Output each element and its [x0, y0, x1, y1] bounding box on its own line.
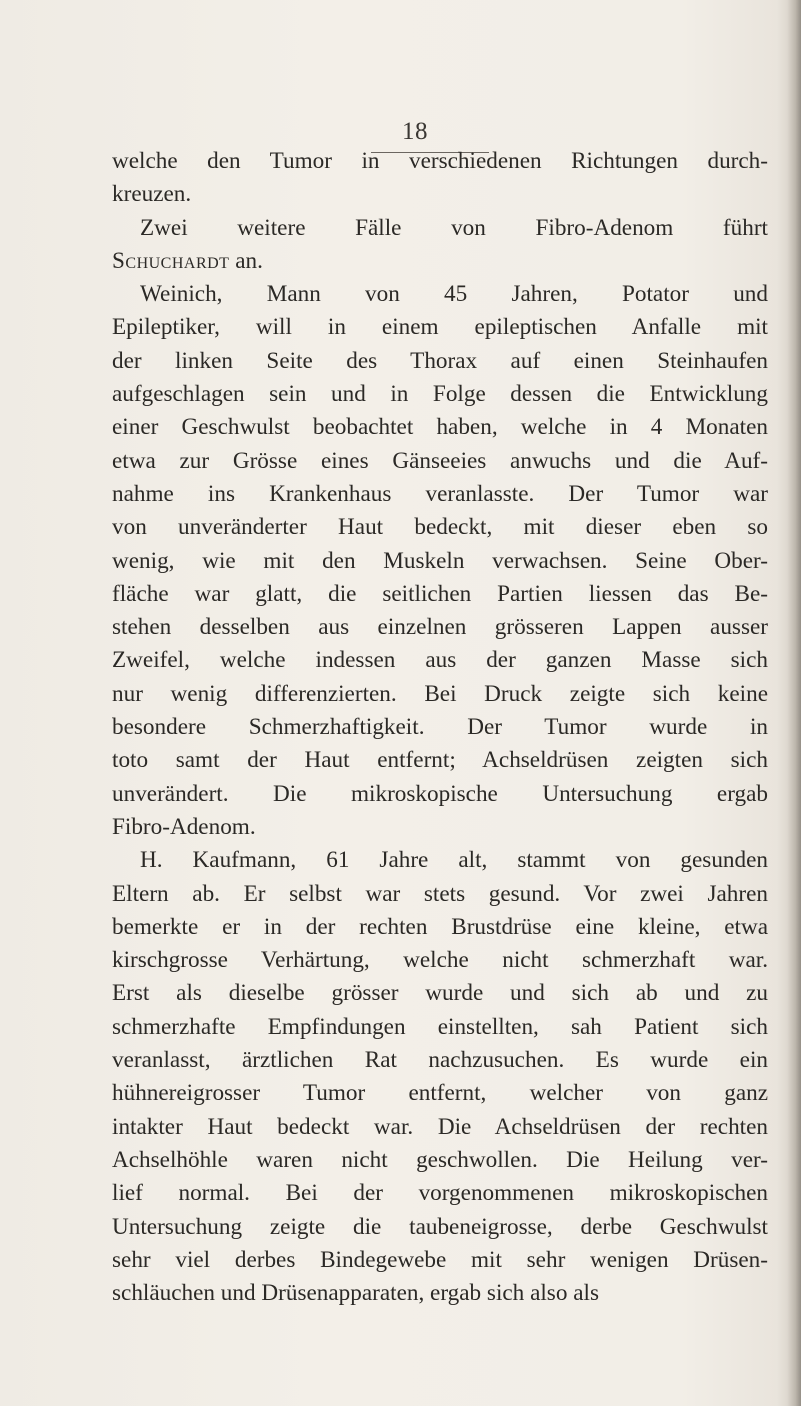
- text-line: Fibro-Adenom.: [112, 813, 256, 840]
- text-line: stehen desselben aus einzelnen grösseren Lappen ausser: [112, 614, 768, 641]
- text-line: Eltern ab. Er selbst war stets gesund. Vor zwei Jahren: [112, 880, 768, 907]
- text-line: lief normal. Bei der vorgenommenen mikroskopischen: [112, 1180, 768, 1207]
- text-line: [112, 245, 768, 278]
- text-line: Untersuchung zeigte die taubeneigrosse, derbe Geschwulst: [112, 1213, 768, 1240]
- text-line: hühnereigrosser Tumor entfernt, welcher von ganz: [112, 1080, 768, 1107]
- text-line: von unveränderter Haut bedeckt, mit dieser eben so: [112, 514, 768, 541]
- body-text: [112, 145, 768, 1310]
- text-line: Zweifel, welche indessen aus der ganzen Masse sich: [112, 647, 768, 674]
- text-line: bemerkte er in der rechten Brustdrüse eine kleine, etwa: [112, 913, 768, 940]
- text-line: Epileptiker, will in einem epileptischen Anfalle mit: [112, 314, 768, 341]
- text-line: schläuchen und Drüsenapparaten, ergab sich also als: [112, 1280, 599, 1307]
- page-number: 18: [402, 118, 428, 145]
- author-name: Schuchardt: [112, 247, 230, 274]
- text-line: Zwei weitere Fälle von Fibro-Adenom führt: [140, 214, 768, 241]
- text-line: nur wenig differenzierten. Bei Druck zeigte sich keine: [112, 680, 768, 707]
- text-line: aufgeschlagen sein und in Folge dessen die Entwicklung: [112, 381, 768, 408]
- text-line: intakter Haut bedeckt war. Die Achseldrüsen der rechten: [112, 1113, 768, 1140]
- text-line: sehr viel derbes Bindegewebe mit sehr wenigen Drüsen-: [112, 1246, 768, 1273]
- text-line: toto samt der Haut entfernt; Achseldrüsen zeigten sich: [112, 747, 768, 774]
- text-line: Achselhöhle waren nicht geschwollen. Die Heilung ver-: [112, 1146, 768, 1173]
- text-line: H. Kaufmann, 61 Jahre alt, stammt von gesunden: [140, 847, 768, 874]
- text-line: Weinich, Mann von 45 Jahren, Potator und: [140, 281, 768, 308]
- text-line: der linken Seite des Thorax auf einen Steinhaufen: [112, 347, 768, 374]
- text-line: unverändert. Die mikroskopische Untersuchung ergab: [112, 780, 768, 807]
- text-line: veranlasst, ärztlichen Rat nachzusuchen. Es wurde ein: [112, 1047, 768, 1074]
- text-line: nahme ins Krankenhaus veranlasste. Der Tumor war: [112, 480, 768, 507]
- text-line: besondere Schmerzhaftigkeit. Der Tumor wurde in: [112, 714, 768, 741]
- text-line: fläche war glatt, die seitlichen Partien liessen das Be-: [112, 580, 768, 607]
- text-line: einer Geschwulst beobachtet haben, welche in 4 Monaten: [112, 414, 768, 441]
- text-line: kirschgrosse Verhärtung, welche nicht schmerzhaft war.: [112, 947, 768, 974]
- text-fragment: an.: [235, 247, 263, 274]
- page-edge-shadow: [787, 0, 801, 1406]
- text-line: wenig, wie mit den Muskeln verwachsen. Seine Ober-: [112, 547, 768, 574]
- text-line: welche den Tumor in verschiedenen Richtungen durch-: [112, 148, 768, 174]
- text-line: kreuzen.: [112, 181, 192, 208]
- text-line: etwa zur Grösse eines Gänseeies anwuchs und die Auf-: [112, 447, 768, 474]
- text-line: schmerzhafte Empfindungen einstellten, sah Patient sich: [112, 1013, 768, 1040]
- text-line: Erst als dieselbe grösser wurde und sich ab und zu: [112, 980, 768, 1007]
